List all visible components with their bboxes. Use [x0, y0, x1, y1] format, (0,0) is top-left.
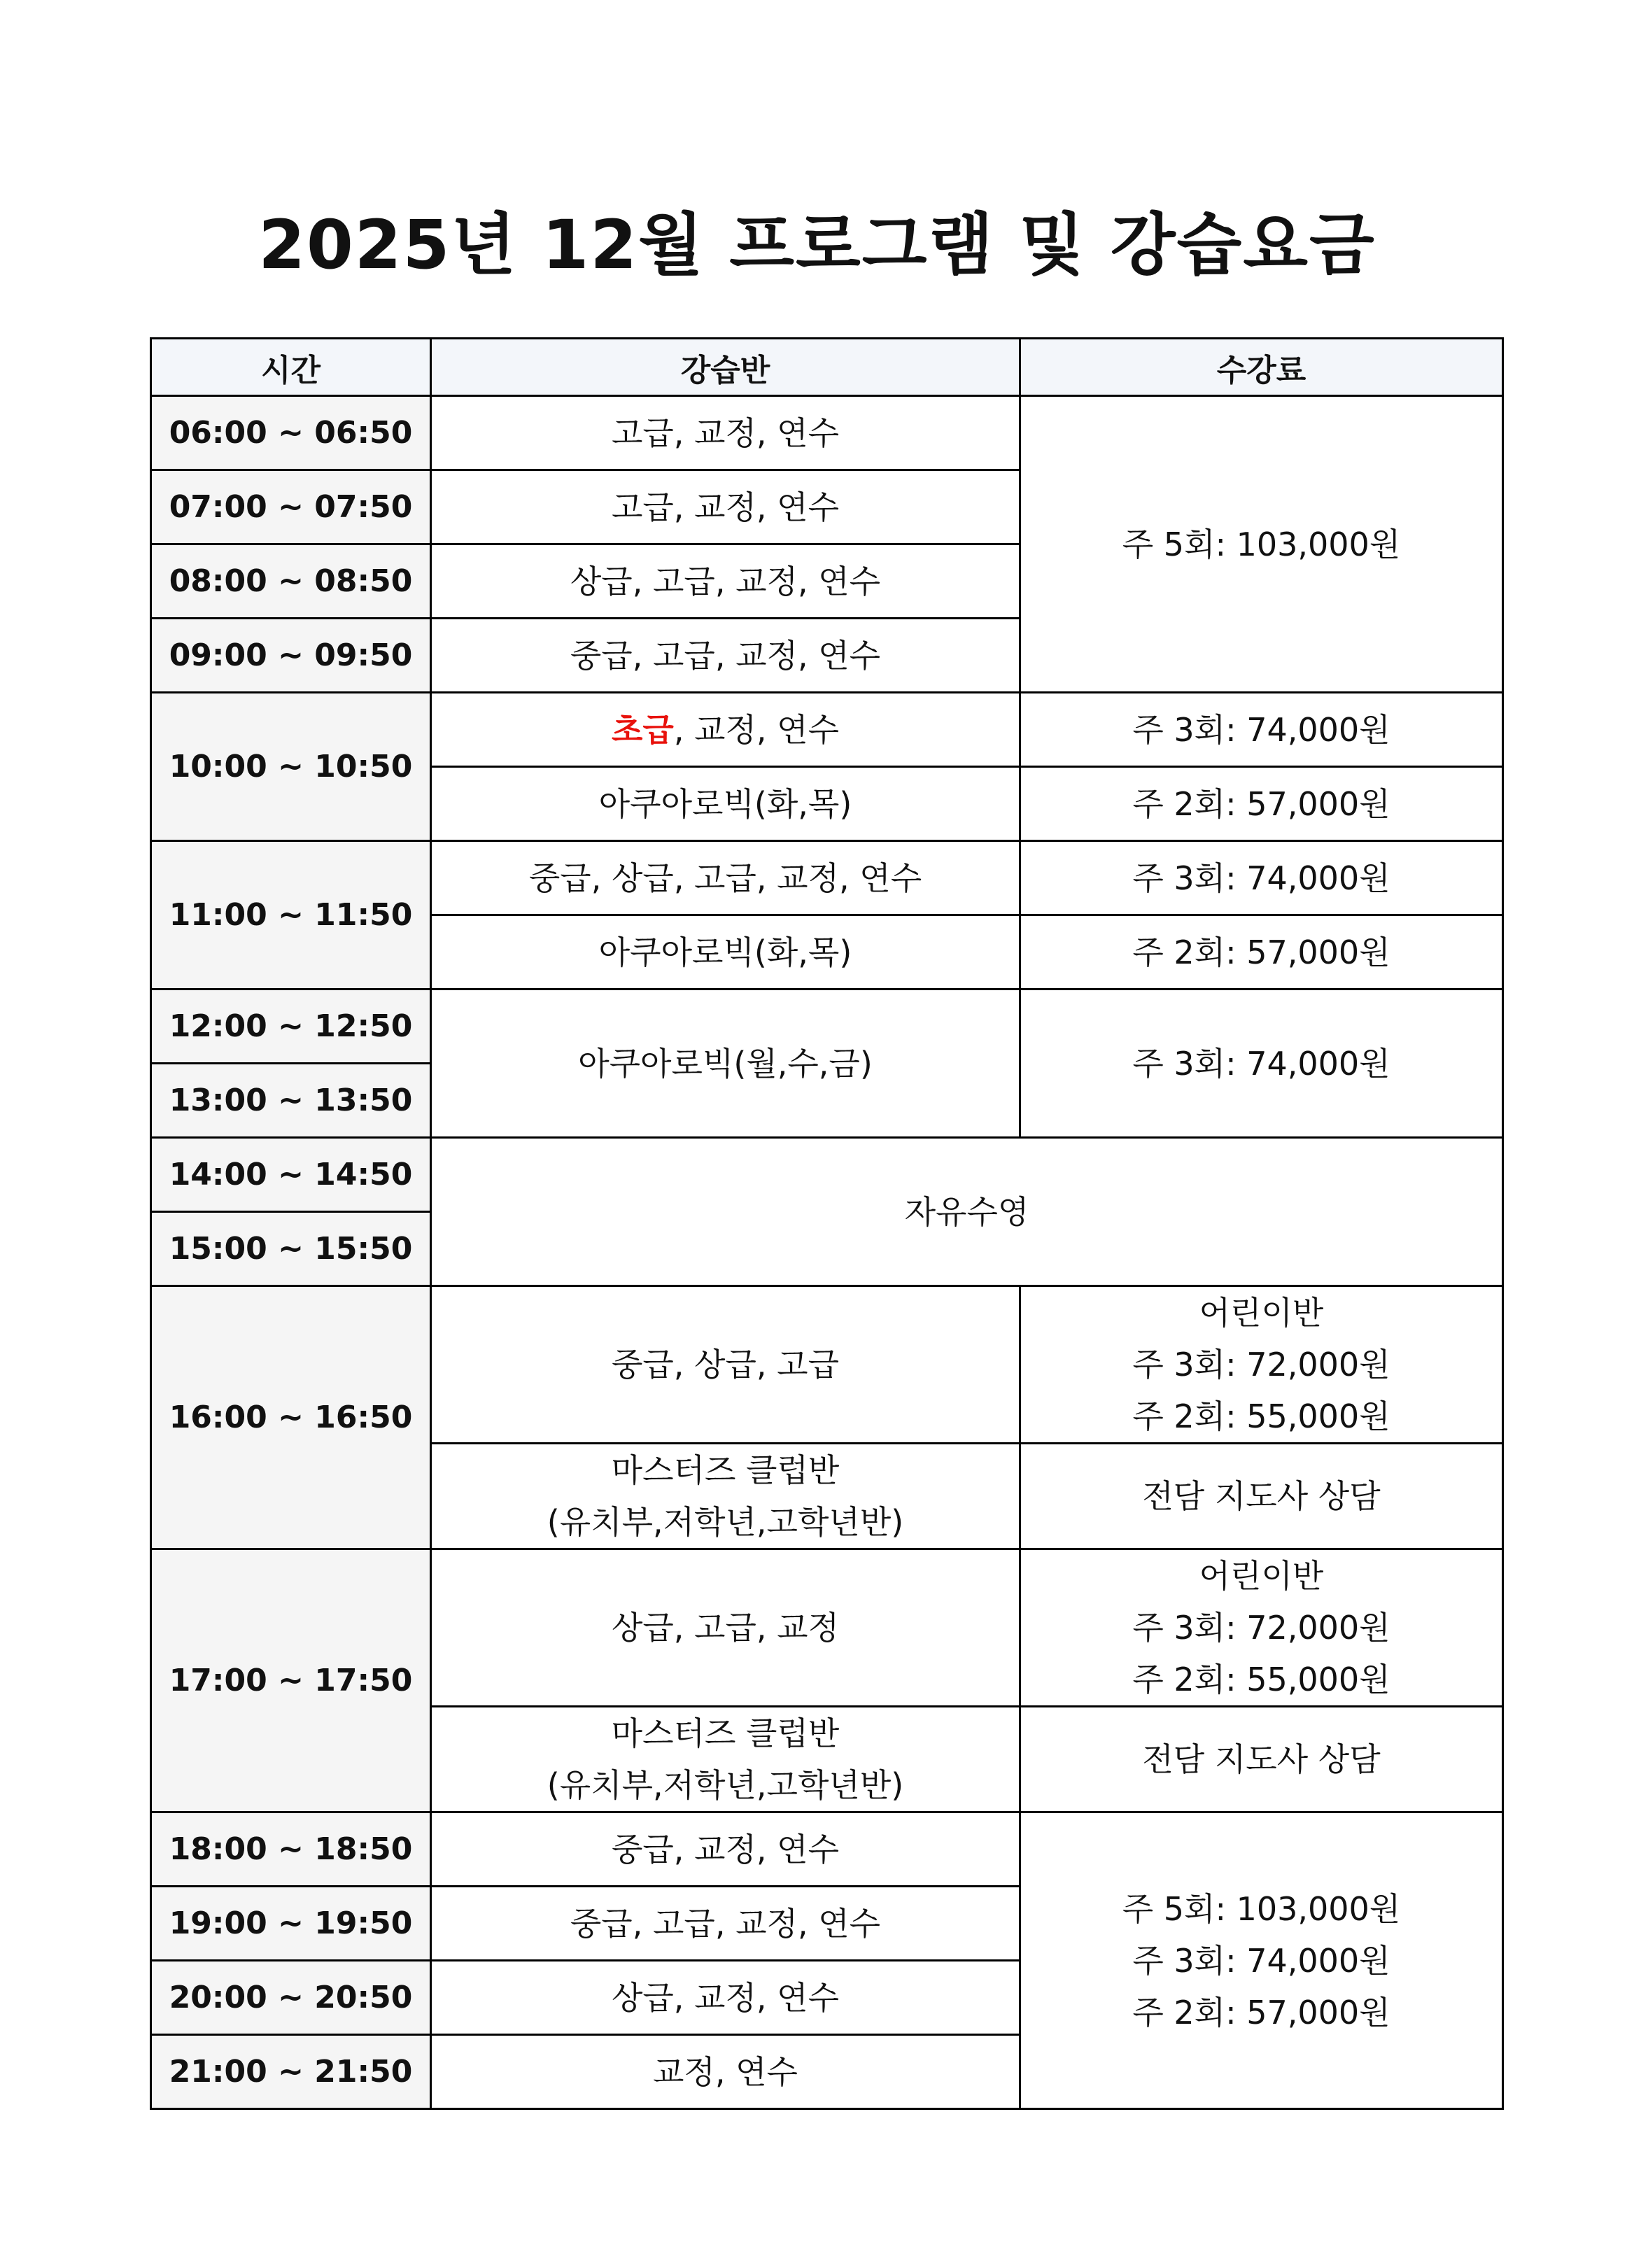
time-cell: 10:00 ~ 10:50	[151, 693, 431, 841]
schedule-table	[150, 337, 1504, 2110]
table-row	[151, 396, 1503, 470]
fee-line: 주 3회: 74,000원	[1132, 1941, 1390, 1980]
table-row	[151, 1138, 1503, 1212]
class-cell-rest: , 교정, 연수	[673, 710, 840, 749]
fee-cell: 주 3회: 74,000원	[1020, 841, 1503, 915]
class-cell	[431, 693, 1020, 767]
class-cell: 자유수영	[431, 1138, 1503, 1286]
class-cell: 고급, 교정, 연수	[431, 396, 1020, 470]
header-row	[151, 339, 1503, 396]
table-row	[151, 989, 1503, 1064]
fee-line: 주 2회: 57,000원	[1132, 1993, 1390, 2031]
time-cell: 13:00 ~ 13:50	[151, 1064, 431, 1138]
table-row	[151, 693, 1503, 767]
time-cell: 12:00 ~ 12:50	[151, 989, 431, 1064]
fee-cell: 주 5회: 103,000원	[1020, 396, 1503, 693]
class-cell: 중급, 상급, 고급	[431, 1286, 1020, 1444]
fee-line: 어린이반	[1199, 1557, 1324, 1595]
class-cell	[431, 1444, 1020, 1549]
class-line: (유치부,저학년,고학년반)	[547, 1503, 904, 1541]
fee-line: 어린이반	[1199, 1294, 1324, 1332]
table-row	[151, 1812, 1503, 1887]
fee-line: 주 3회: 72,000원	[1132, 1346, 1390, 1383]
table-row	[151, 841, 1503, 915]
class-cell	[431, 1707, 1020, 1812]
fee-cell	[1020, 1549, 1503, 1707]
class-cell: 아쿠아로빅(월,수,금)	[431, 989, 1020, 1138]
class-cell: 고급, 교정, 연수	[431, 470, 1020, 544]
fee-line: 주 5회: 103,000원	[1122, 1889, 1401, 1928]
fee-line: 주 2회: 55,000원	[1132, 1661, 1390, 1698]
time-cell: 17:00 ~ 17:50	[151, 1549, 431, 1812]
time-cell: 07:00 ~ 07:50	[151, 470, 431, 544]
fee-line: 주 2회: 55,000원	[1132, 1397, 1390, 1435]
fee-cell: 전담 지도사 상담	[1020, 1707, 1503, 1812]
time-cell: 18:00 ~ 18:50	[151, 1812, 431, 1887]
fee-cell: 주 3회: 74,000원	[1020, 989, 1503, 1138]
class-line: 마스터즈 클럽반	[611, 1714, 840, 1752]
class-cell: 중급, 고급, 교정, 연수	[431, 1887, 1020, 1961]
class-cell: 아쿠아로빅(화,목)	[431, 767, 1020, 841]
time-cell: 16:00 ~ 16:50	[151, 1286, 431, 1549]
page-title: 2025년 12월 프로그램 및 강습요금	[258, 206, 1376, 284]
fee-cell	[1020, 1812, 1503, 2109]
time-cell: 15:00 ~ 15:50	[151, 1212, 431, 1286]
fee-cell: 주 2회: 57,000원	[1020, 767, 1503, 841]
class-cell: 중급, 고급, 교정, 연수	[431, 619, 1020, 693]
fee-cell: 주 3회: 74,000원	[1020, 693, 1503, 767]
class-cell: 상급, 고급, 교정, 연수	[431, 544, 1020, 619]
table-row	[151, 1286, 1503, 1444]
class-cell: 교정, 연수	[431, 2035, 1020, 2109]
fee-cell: 주 2회: 57,000원	[1020, 915, 1503, 989]
time-cell: 21:00 ~ 21:50	[151, 2035, 431, 2109]
header-fee: 수강료	[1020, 339, 1503, 396]
class-cell: 상급, 교정, 연수	[431, 1961, 1020, 2035]
fee-cell	[1020, 1286, 1503, 1444]
class-line: (유치부,저학년,고학년반)	[547, 1766, 904, 1804]
class-cell: 상급, 고급, 교정	[431, 1549, 1020, 1707]
class-cell: 중급, 상급, 고급, 교정, 연수	[431, 841, 1020, 915]
header-time: 시간	[151, 339, 431, 396]
time-cell: 09:00 ~ 09:50	[151, 619, 431, 693]
table-row	[151, 1549, 1503, 1707]
time-cell: 20:00 ~ 20:50	[151, 1961, 431, 2035]
fee-cell: 전담 지도사 상담	[1020, 1444, 1503, 1549]
class-cell: 중급, 교정, 연수	[431, 1812, 1020, 1887]
highlighted-level: 초급	[611, 710, 674, 749]
time-cell: 11:00 ~ 11:50	[151, 841, 431, 989]
fee-line: 주 3회: 72,000원	[1132, 1609, 1390, 1647]
class-line: 마스터즈 클럽반	[611, 1451, 840, 1489]
class-cell: 아쿠아로빅(화,목)	[431, 915, 1020, 989]
time-cell: 08:00 ~ 08:50	[151, 544, 431, 619]
header-class: 강습반	[431, 339, 1020, 396]
time-cell: 14:00 ~ 14:50	[151, 1138, 431, 1212]
time-cell: 06:00 ~ 06:50	[151, 396, 431, 470]
time-cell: 19:00 ~ 19:50	[151, 1887, 431, 1961]
